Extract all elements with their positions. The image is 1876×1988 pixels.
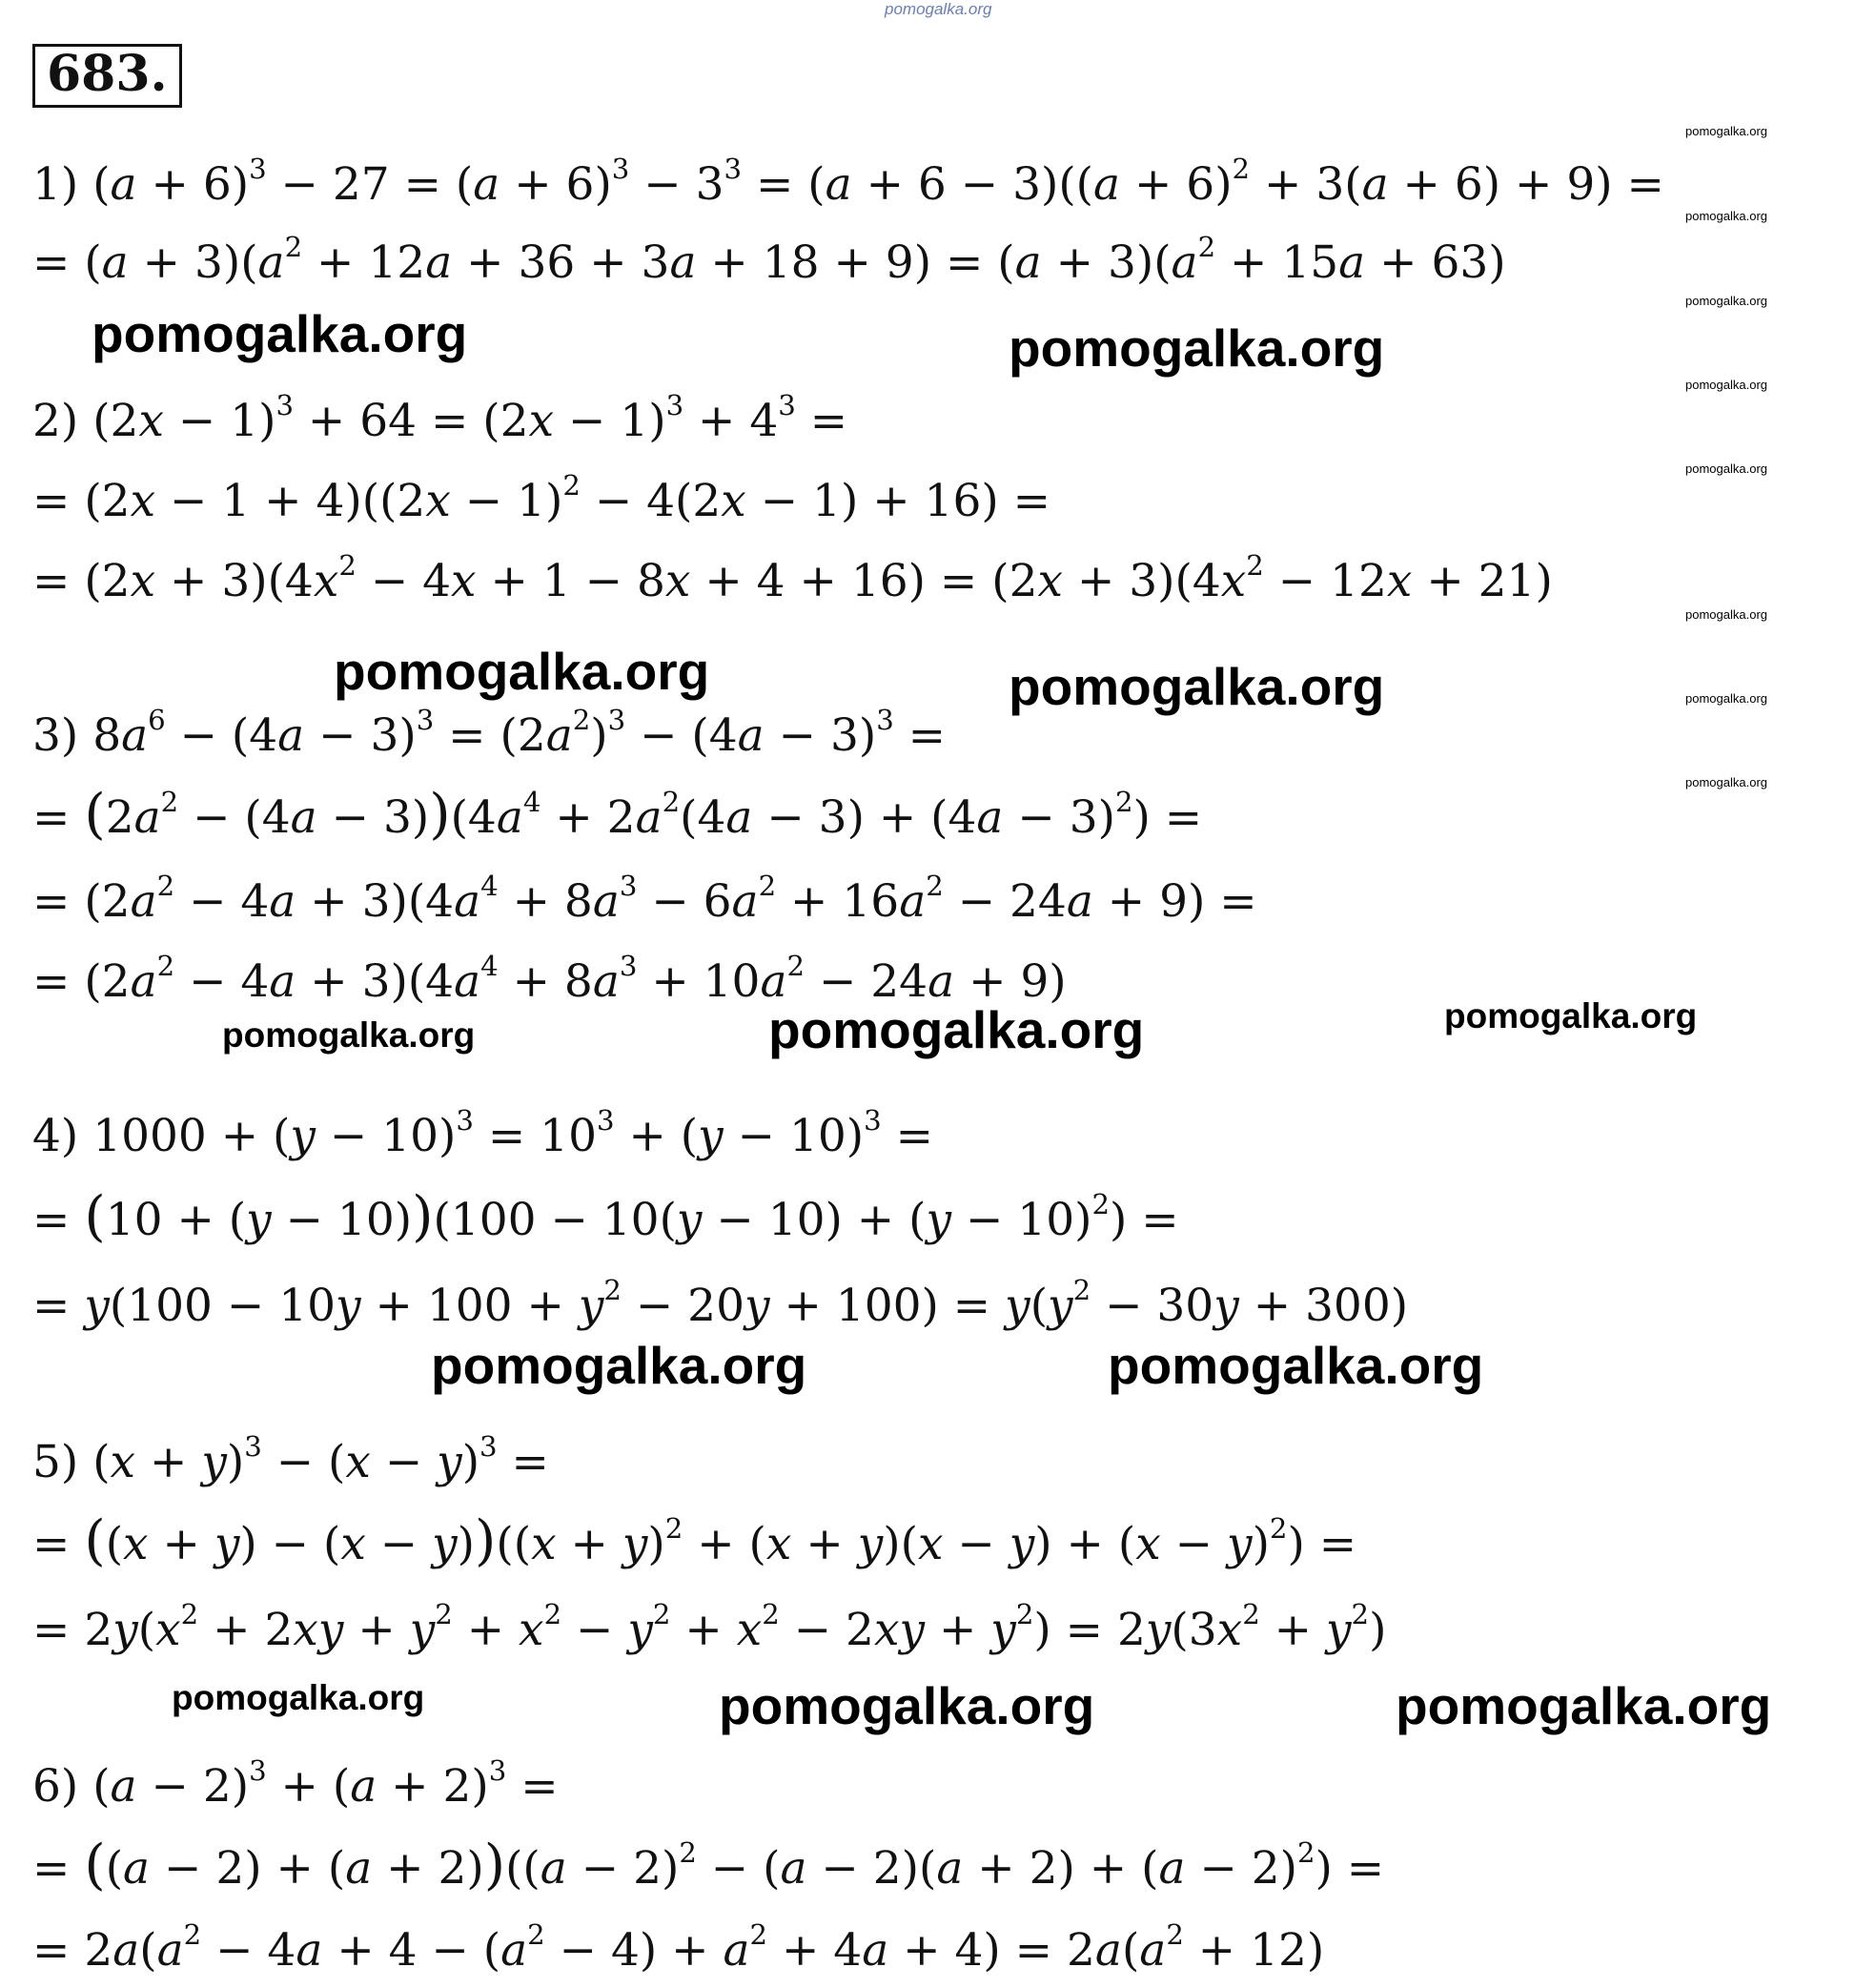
watermark-small: pomogalka.org	[1685, 461, 1767, 476]
solution-1-line-1: 1) $(a + 6)^3 - 27 = (a + 6)^3 - 3^3 = (a + 6 - 3)((a + 6)^2 + 3(a + 6) + 9)$ =	[32, 153, 1664, 211]
watermark: pomogalka.org	[431, 1336, 807, 1395]
watermark: pomogalka.org	[1108, 1336, 1484, 1395]
solution-2-line-3: = $(2x + 3)(4x^2 - 4x + 1 - 8x + 4 + 16) = (2x + 3)(4x^2 - 12x + 21)$	[32, 549, 1553, 607]
watermark-small: pomogalka.org	[1685, 691, 1767, 706]
solution-5-line-1: 5) $(x + y)^3 - (x - y)^3$ =	[32, 1430, 549, 1488]
watermark-small: pomogalka.org	[1685, 209, 1767, 223]
solution-3-line-2: = $(2a^2 - (4a - 3))(4a^4 + 2a^2(4a - 3) + (4a - 3)^2)$ =	[32, 782, 1203, 846]
problem-number: 683.	[32, 44, 182, 108]
watermark: pomogalka.org	[222, 1015, 476, 1055]
solution-3-line-4: = $(2a^2 - 4a + 3)(4a^4 + 8a^3 + 10a^2 - 24a + 9)$	[32, 950, 1067, 1008]
watermark-small: pomogalka.org	[1685, 775, 1767, 789]
watermark: pomogalka.org	[1009, 318, 1385, 378]
watermark: pomogalka.org	[172, 1678, 425, 1717]
solution-label: 4)	[32, 1110, 79, 1162]
watermark-small: pomogalka.org	[1685, 124, 1767, 138]
solution-label: 5)	[32, 1436, 79, 1488]
solution-6-line-3: = $2a(a^2 - 4a + 4 - (a^2 - 4) + a^2 + 4a + 4) = 2a(a^2 + 12)$	[32, 1918, 1325, 1977]
solution-1-line-2: = $(a + 3)(a^2 + 12a + 36 + 3a + 18 + 9) = (a + 3)(a^2 + 15a + 63)$	[32, 231, 1506, 289]
solution-label: 3)	[32, 709, 79, 762]
watermark: pomogalka.org	[1396, 1676, 1772, 1735]
solution-4-line-3: = $y(100 - 10y + 100 + y^2 - 20y + 100) = y(y^2 - 30y + 300)$	[32, 1274, 1409, 1332]
watermark: pomogalka.org	[768, 1000, 1145, 1059]
solution-6-line-1: 6) $(a - 2)^3 + (a + 2)^3$ =	[32, 1754, 559, 1813]
solution-3-line-1: 3) $8a^6 - (4a - 3)^3 = (2a^2)^3 - (4a - 3)^3$ =	[32, 704, 947, 762]
solution-label: 6)	[32, 1760, 79, 1813]
solution-5-line-2: = $((x + y) - (x - y))((x + y)^2 + (x + y)(x - y) + (x - y)^2)$ =	[32, 1508, 1357, 1572]
solution-4-line-2: = $(10 + (y - 10))(100 - 10(y - 10) + (y - 10)^2)$ =	[32, 1184, 1179, 1248]
watermark-top: pomogalka.org	[885, 0, 992, 18]
solution-label: 1)	[32, 158, 79, 211]
watermark: pomogalka.org	[92, 304, 468, 363]
solution-label: 2)	[32, 395, 79, 447]
solution-5-line-3: = $2y(x^2 + 2xy + y^2 + x^2 - y^2 + x^2 - 2xy + y^2) = 2y(3x^2 + y^2)$	[32, 1598, 1387, 1656]
solution-3-line-3: = $(2a^2 - 4a + 3)(4a^4 + 8a^3 - 6a^2 + 16a^2 - 24a + 9)$ =	[32, 870, 1257, 928]
watermark: pomogalka.org	[1444, 996, 1698, 1035]
watermark-small: pomogalka.org	[1685, 378, 1767, 392]
solution-2-line-2: = $(2x - 1 + 4)((2x - 1)^2 - 4(2x - 1) + 16)$ =	[32, 469, 1051, 527]
solution-2-line-1: 2) $(2x - 1)^3 + 64 = (2x - 1)^3 + 4^3$ =	[32, 389, 848, 447]
watermark: pomogalka.org	[719, 1676, 1095, 1735]
solution-6-line-2: = $((a - 2) + (a + 2))((a - 2)^2 - (a - 2)(a + 2) + (a - 2)^2)$ =	[32, 1833, 1385, 1896]
watermark: pomogalka.org	[1009, 657, 1385, 716]
watermark-small: pomogalka.org	[1685, 294, 1767, 308]
watermark-small: pomogalka.org	[1685, 607, 1767, 622]
watermark: pomogalka.org	[334, 642, 710, 701]
solution-4-line-1: 4) $1000 + (y - 10)^3 = 10^3 + (y - 10)^3$ =	[32, 1104, 933, 1162]
